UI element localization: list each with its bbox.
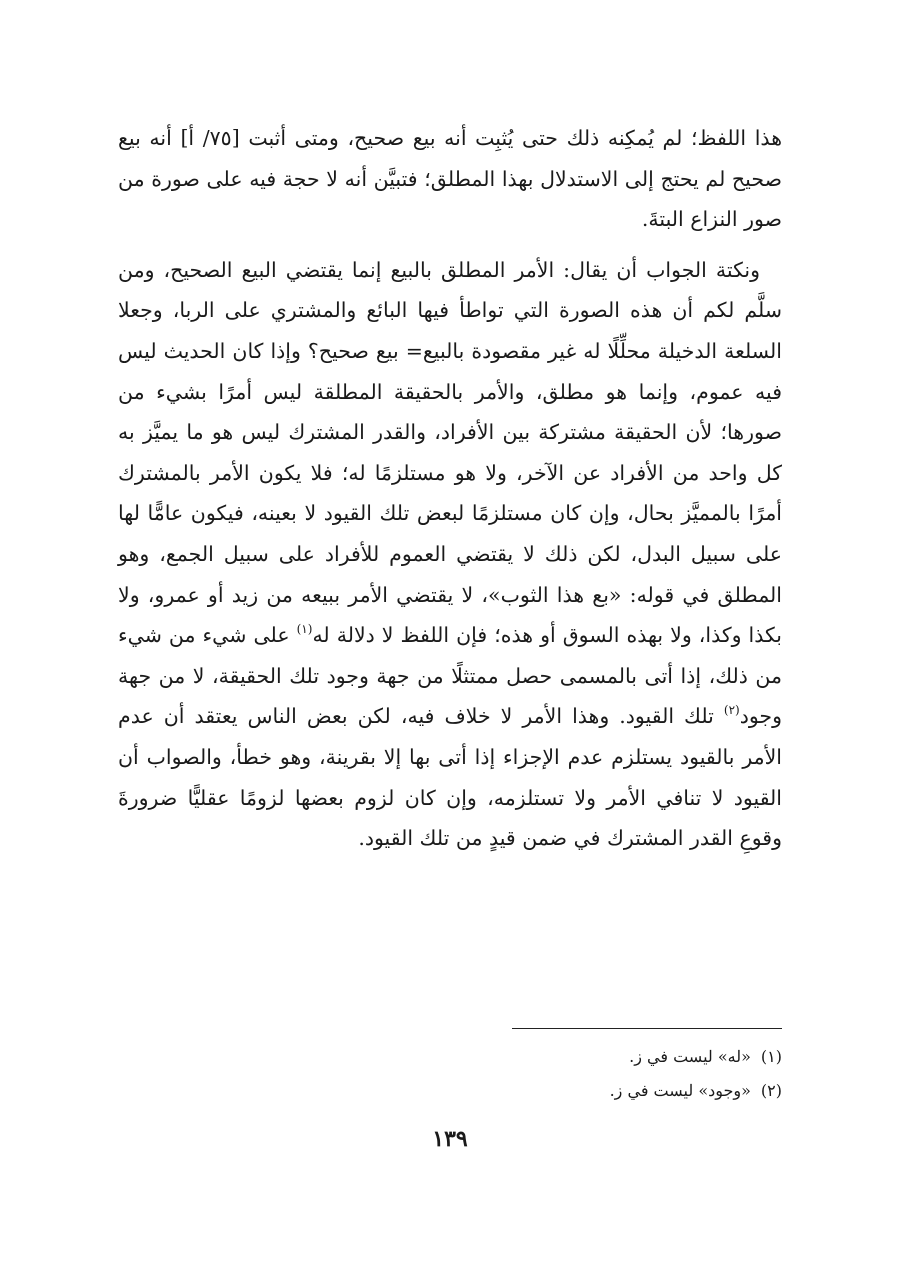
footnote-separator [512,1028,782,1029]
footnotes [118,1040,782,1108]
footnote-2-number: (٢) [760,1081,782,1100]
footnote-ref-2[interactable]: (٢) [723,703,740,718]
paragraph-2-part-b: على شيء من شيء من ذلك، إذا أتى بالمسمى حصل ممتثلًا من جهة وجود تلك الحقيقة، لا من جهة وجود [118,623,782,729]
footnote-1-number: (١) [760,1047,782,1066]
paragraph-2-part-a: ونكتة الجواب أن يقال: الأمر المطلق بالبيع إنما يقتضي البيع الصحيح، ومن سلَّم لكم أن هذه الصورة التي تواطأ فيها البائع والمشتري على الربا، وجعلا السلعة الدخيلة محلِّلًا له غير مقصودة بالبيع= بيع صحيح؟ وإذا كان الحديث ليس فيه عموم، وإنما هو مطلق، والأمر بالحقيقة المطلقة ليس أمرًا بشيء من صورها؛ لأن الحقيقة مشتركة بين الأفراد، والقدر المشترك ليس هو ما يميَّز به كل واحد من الأفراد عن الآخر، ولا هو مستلزمًا له؛ فلا يكون الأمر بالمشترك أمرًا بالمميَّز بحال، وإن كان مستلزمًا لبعض تلك القيود لا بعينه، فيكون عامًّا لها على سبيل البدل، لكن ذلك لا يقتضي العموم للأفراد على سبيل الجمع، وهو المطلق في قوله: «بع هذا الثوب»، لا يقتضي الأمر ببيعه من زيد أو عمرو، ولا بكذا وكذا، ولا بهذه السوق أو هذه؛ فإن اللفظ لا دلالة له [118,257,782,648]
paragraph-2-part-c: تلك القيود. وهذا الأمر لا خلاف فيه، لكن بعض الناس يعتقد أن عدم الأمر بالقيود يستلزم عدم الإجزاء إذا أتى بها إلا بقرينة، وهو خطأ، والصواب أن القيود لا تنافي الأمر ولا تستلزمه، وإن كان لزوم بعضها لزومًا عقليًّا ضرورةَ وقوعِ القدر المشترك في ضمن قيدٍ من تلك القيود. [118,704,782,851]
footnote-2-text: «وجود» ليست في ز. [609,1081,751,1100]
footnote-ref-1[interactable]: (١) [296,622,313,637]
footnote-1 [118,1040,782,1074]
footnote-1-text: «له» ليست في ز. [629,1047,751,1066]
main-text [118,118,782,859]
paragraph-1: هذا اللفظ؛ لم يُمكِنه ذلك حتى يُثبِت أنه بيع صحيح، ومتى أثبت [٧٥/ أ] أنه بيع صحيح لم يحتج إلى الاستدلال بهذا المطلق؛ فتبيَّن أنه لا حجة فيه على صورة من صور النزاع البتةَ. [118,126,783,232]
page-number: ١٣٩ [432,1126,468,1152]
paragraph-2 [118,250,782,859]
footnote-2 [118,1074,782,1108]
